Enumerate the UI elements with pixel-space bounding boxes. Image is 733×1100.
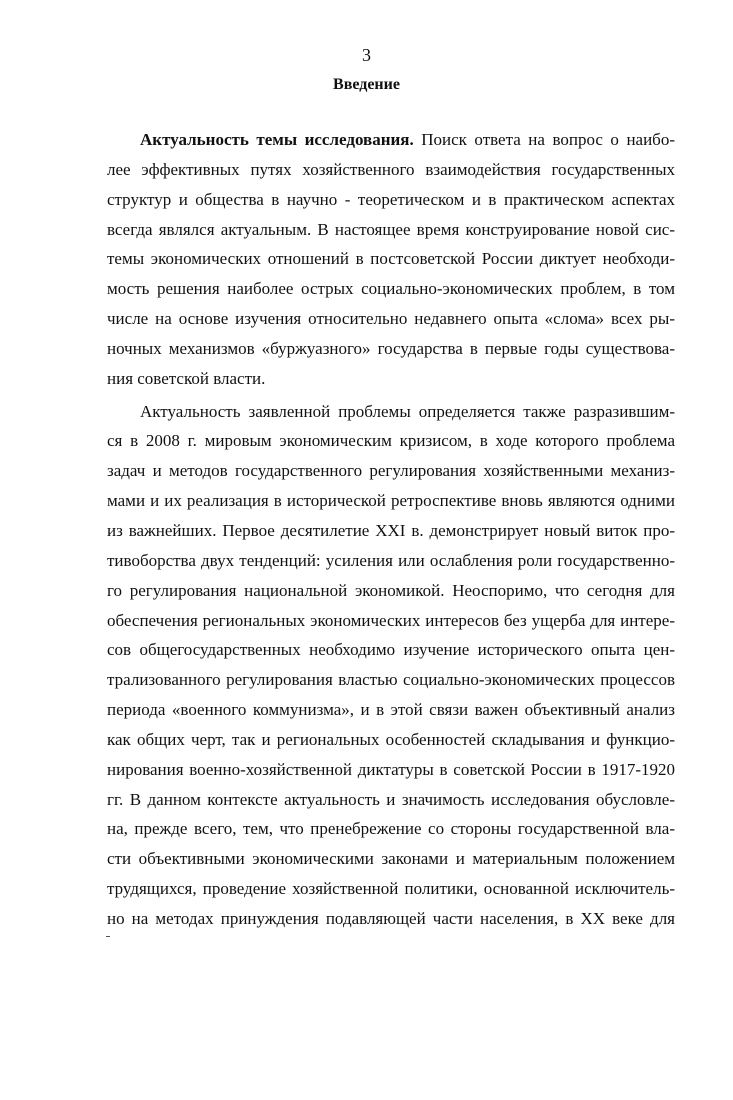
paragraph-2-line-12: как общих черт, так и региональных особенностей складывания и функцио- — [107, 729, 675, 749]
paragraph-2-line-16: сти объективными экономическими законами и материальным положением — [107, 849, 675, 869]
paragraph-2-line-5: из важнейших. Первое десятилетие XXI в. демонстрирует новый виток про- — [107, 520, 675, 540]
paragraph-2-line-18: но на методах принуждения подавляющей части населения, в XX веке для — [107, 908, 675, 928]
paragraph-1-line-5: темы экономических отношений в постсоветской России диктует необходи- — [107, 249, 675, 269]
paragraph-1-line-3: структур и общества в научно - теоретическом и в практическом аспектах — [107, 189, 675, 209]
paragraph-2-line-14: гг. В данном контексте актуальность и значимость исследования обусловле- — [107, 789, 675, 809]
page-number: 3 — [362, 45, 371, 65]
scan-speck — [106, 936, 110, 937]
paragraph-2-line-15: на, прежде всего, тем, что пренебрежение со стороны государственной вла- — [107, 819, 675, 839]
paragraph-2-line-7: го регулирования национальной экономикой. Неоспоримо, что сегодня для — [107, 580, 675, 600]
paragraph-2-line-11: периода «военного коммунизма», и в этой связи важен объективный анализ — [107, 700, 675, 720]
paragraph-1-line-1-text: Поиск ответа на вопрос о наибо- — [413, 130, 675, 149]
paragraph-1-line-2: лее эффективных путях хозяйственного взаимодействия государственных — [107, 159, 675, 179]
paragraph-1-line-6: мость решения наиболее острых социально-экономических проблем, в том — [107, 279, 675, 299]
paragraph-2-line-3: задач и методов государственного регулирования хозяйственными механиз- — [107, 461, 675, 481]
paragraph-lead: Актуальность темы исследования. — [140, 130, 414, 149]
paragraph-1-line-4: всегда являлся актуальным. В настоящее время конструирование новой сис- — [107, 219, 675, 239]
paragraph-2-line-10: трализованного регулирования властью социально-экономических процессов — [107, 670, 675, 690]
paragraph-1-line-8: ночных механизмов «буржуазного» государства в первые годы существова- — [107, 338, 675, 358]
paragraph-2-line-4: мами и их реализация в исторической ретроспективе вновь являются одними — [107, 491, 675, 511]
paragraph-2-line-9: сов общегосударственных необходимо изучение исторического опыта цен- — [107, 640, 675, 660]
paragraph-2-line-6: тивоборства двух тенденций: усиления или ослабления роли государственно- — [107, 550, 675, 570]
paragraph-1-line-9: ния советской власти. — [107, 368, 266, 388]
paragraph-2-line-13: нирования военно-хозяйственной диктатуры в советской России в 1917-1920 — [107, 759, 675, 779]
body-text — [107, 125, 675, 934]
paragraph-2-line-2: ся в 2008 г. мировым экономическим кризисом, в ходе которого проблема — [107, 431, 675, 451]
paragraph-2-line-8: обеспечения региональных экономических интересов без ущерба для интере- — [107, 610, 675, 630]
paragraph-1-line-7: числе на основе изучения относительно недавнего опыта «слома» всех ры- — [107, 309, 675, 329]
paragraph-1-line-1 — [107, 125, 675, 155]
section-heading: Введение — [333, 76, 400, 93]
paragraph-2-line-17: трудящихся, проведение хозяйственной политики, основанной исключитель- — [107, 879, 675, 899]
paragraph-2-line-1: Актуальность заявленной проблемы определяется также разразившим- — [140, 401, 675, 421]
